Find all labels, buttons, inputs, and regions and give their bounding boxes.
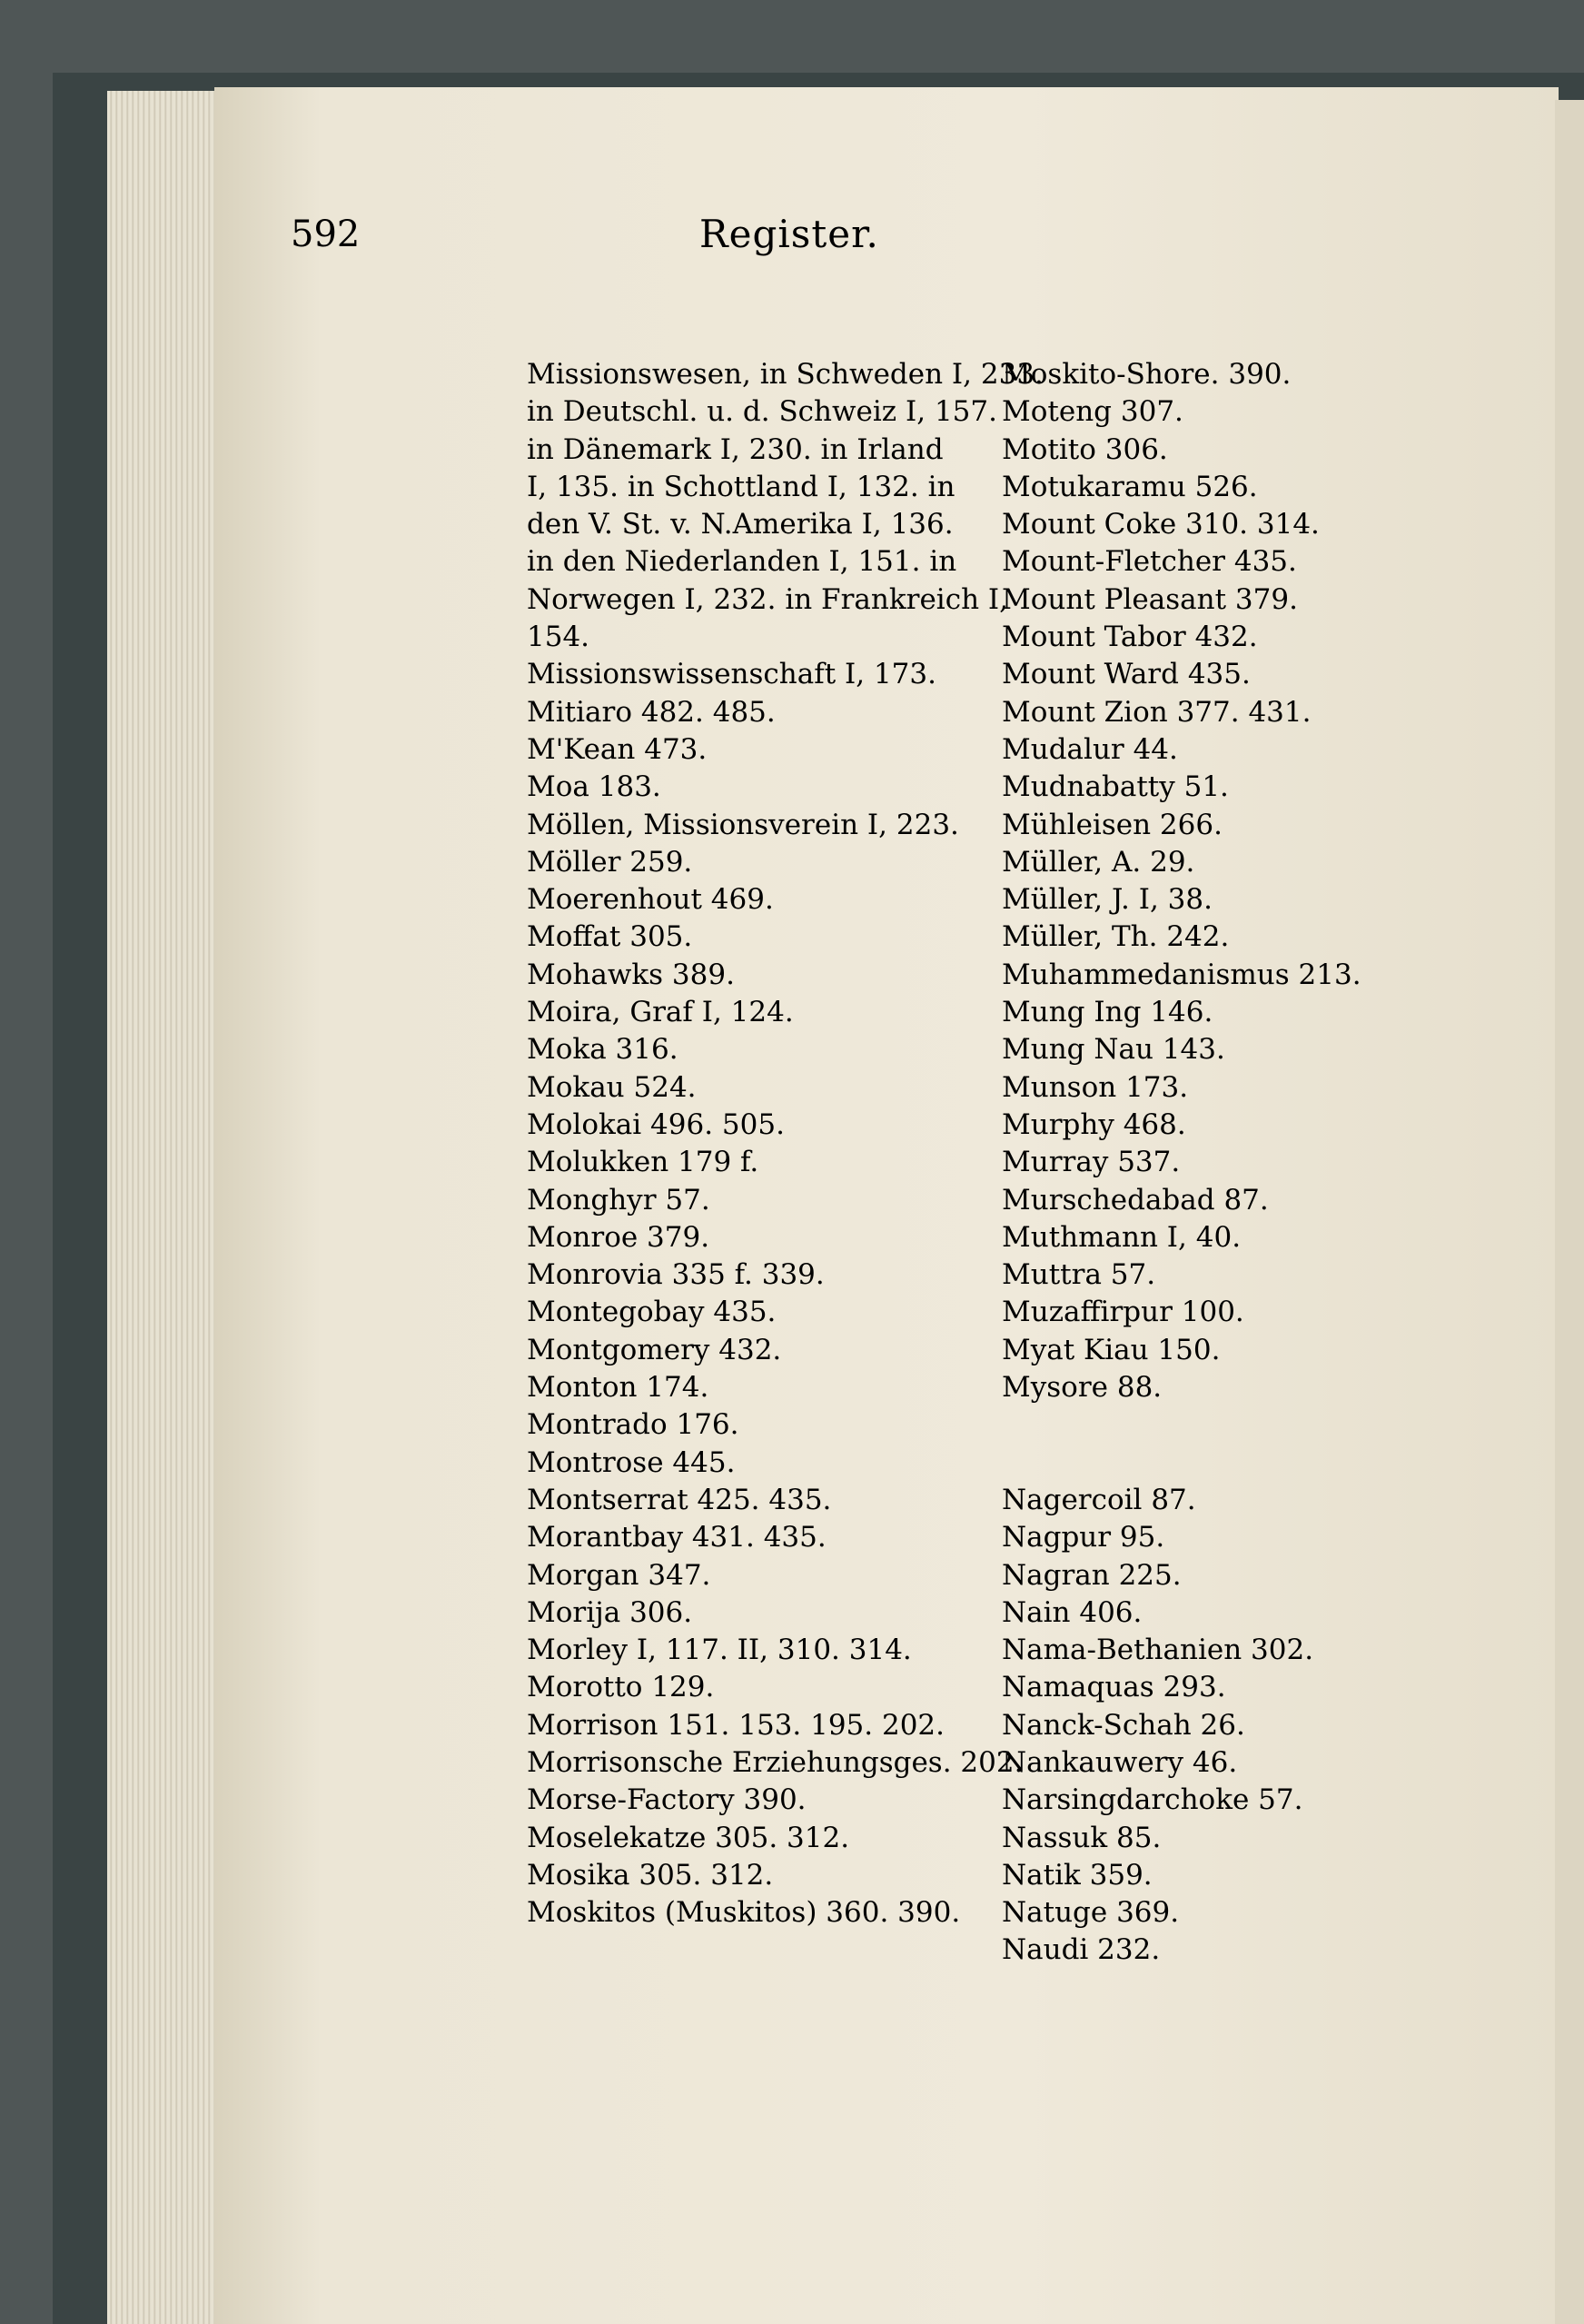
- index-entry: Molukken 179 f.: [527, 1146, 759, 1179]
- index-column-right: [1002, 356, 1361, 1970]
- index-entry: Muhammedanismus 213.: [1002, 958, 1361, 991]
- index-entry: Müller, Th. 242.: [1002, 920, 1230, 954]
- index-entry: Morija 306.: [527, 1595, 693, 1629]
- index-entry: Mysore 88.: [1002, 1371, 1163, 1405]
- index-entry: Muttra 57.: [1002, 1258, 1156, 1292]
- index-entry: Myat Kiau 150.: [1002, 1333, 1221, 1366]
- index-entry: Morrisonsche Erziehungsges. 202.: [527, 1745, 1024, 1779]
- index-entry: Mount Zion 377. 431.: [1002, 695, 1312, 729]
- index-entry: Nankauwery 46.: [1002, 1745, 1238, 1779]
- index-entry: Möller 259.: [527, 845, 693, 879]
- index-entry: Mung Nau 143.: [1002, 1033, 1225, 1067]
- index-entry: Natuge 369.: [1002, 1896, 1180, 1930]
- index-entry: Muzaffirpur 100.: [1002, 1296, 1244, 1329]
- index-entry: Motito 306.: [1002, 432, 1168, 466]
- index-entry: Moerenhout 469.: [527, 883, 774, 917]
- index-entry: Moa 183.: [527, 770, 661, 804]
- index-entry: Moira, Graf I, 124.: [527, 996, 794, 1029]
- index-entry: Mount Coke 310. 314.: [1002, 508, 1320, 541]
- index-entry: Montrose 445.: [527, 1445, 736, 1479]
- index-entry: Monton 174.: [527, 1371, 709, 1405]
- index-entry: Natik 359.: [1002, 1858, 1153, 1892]
- index-entry: Munson 173.: [1002, 1070, 1189, 1104]
- index-entry: Moffat 305.: [527, 920, 693, 954]
- index-entry: Mohawks 389.: [527, 958, 735, 991]
- index-entry: Müller, A. 29.: [1002, 845, 1195, 879]
- index-entry: Monroe 379.: [527, 1220, 710, 1254]
- index-entry: Morantbay 431. 435.: [527, 1521, 827, 1554]
- facing-page-edge: [1555, 100, 1584, 2324]
- index-entry: Mosika 305. 312.: [527, 1858, 774, 1892]
- index-entry: Moka 316.: [527, 1033, 678, 1067]
- index-entry: Monrovia 335 f. 339.: [527, 1258, 825, 1292]
- index-entry: Moteng 307.: [1002, 395, 1183, 429]
- page-edges: [107, 91, 225, 2324]
- index-entry: in Dänemark I, 230. in Irland: [527, 432, 944, 466]
- index-entry: Mount-Fletcher 435.: [1002, 545, 1297, 579]
- index-entry: Nama-Bethanien 302.: [1002, 1634, 1314, 1667]
- index-entry: Morotto 129.: [527, 1671, 715, 1704]
- index-entry: Nagercoil 87.: [1002, 1483, 1196, 1516]
- index-entry: Nanck-Schah 26.: [1002, 1708, 1245, 1742]
- index-entry: Montgomery 432.: [527, 1333, 782, 1366]
- index-entry: Mudnabatty 51.: [1002, 770, 1229, 804]
- index-entry: Motukaramu 526.: [1002, 470, 1258, 503]
- index-entry: Mount Ward 435.: [1002, 658, 1251, 691]
- index-entry: Namaquas 293.: [1002, 1671, 1226, 1704]
- page-header: [291, 209, 1054, 282]
- section-gap: [1002, 1406, 1329, 1482]
- index-entry: Murray 537.: [1002, 1146, 1181, 1179]
- index-entry: Moskitos (Muskitos) 360. 390.: [527, 1896, 961, 1930]
- index-entry: Molokai 496. 505.: [527, 1107, 785, 1141]
- index-entry: Mount Pleasant 379.: [1002, 582, 1298, 616]
- index-entry: Montserrat 425. 435.: [527, 1483, 832, 1516]
- index-entry: Naudi 232.: [1002, 1933, 1161, 1967]
- index-entry: M'Kean 473.: [527, 732, 708, 766]
- index-entry: Narsingdarchoke 57.: [1002, 1783, 1303, 1817]
- index-entry: Norwegen I, 232. in Frankreich I,: [527, 582, 1008, 616]
- index-column-left: [527, 356, 1044, 1932]
- index-entry: Möllen, Missionsverein I, 223.: [527, 808, 959, 841]
- index-entry: 154.: [527, 621, 590, 654]
- index-entry: Morse-Factory 390.: [527, 1783, 807, 1817]
- index-entry: Missionswesen, in Schweden I, 233.: [527, 358, 1044, 391]
- index-entry: Moskito-Shore. 390.: [1002, 358, 1292, 391]
- index-entry: Muthmann I, 40.: [1002, 1220, 1242, 1254]
- index-entry: Mokau 524.: [527, 1070, 697, 1104]
- index-entry: Moselekatze 305. 312.: [527, 1821, 850, 1854]
- index-entry: Montegobay 435.: [527, 1296, 777, 1329]
- index-entry: Morley I, 117. II, 310. 314.: [527, 1634, 912, 1667]
- index-entry: Nagran 225.: [1002, 1558, 1182, 1592]
- index-entry: Müller, J. I, 38.: [1002, 883, 1213, 917]
- index-entry: Montrado 176.: [527, 1408, 739, 1442]
- running-head: Register.: [699, 212, 879, 256]
- index-entry: Murschedabad 87.: [1002, 1183, 1269, 1217]
- index-entry: I, 135. in Schottland I, 132. in: [527, 470, 955, 503]
- index-entry: Mount Tabor 432.: [1002, 621, 1258, 654]
- index-entry: in Deutschl. u. d. Schweiz I, 157.: [527, 395, 997, 429]
- index-entry: Nain 406.: [1002, 1595, 1143, 1629]
- index-entry: Nassuk 85.: [1002, 1821, 1162, 1854]
- index-entry: Mitiaro 482. 485.: [527, 695, 776, 729]
- index-entry: den V. St. v. N.Amerika I, 136.: [527, 508, 954, 541]
- index-entry: Monghyr 57.: [527, 1183, 710, 1217]
- index-entry: Morgan 347.: [527, 1558, 711, 1592]
- index-entry: Mühleisen 266.: [1002, 808, 1223, 841]
- index-entry: Missionswissenschaft I, 173.: [527, 658, 936, 691]
- page-number: 592: [291, 214, 361, 255]
- index-entry: Nagpur 95.: [1002, 1521, 1165, 1554]
- index-entry: in den Niederlanden I, 151. in: [527, 545, 957, 579]
- index-entry: Murphy 468.: [1002, 1107, 1186, 1141]
- index-entry: Mung Ing 146.: [1002, 996, 1213, 1029]
- index-entry: Mudalur 44.: [1002, 732, 1178, 766]
- index-entry: Morrison 151. 153. 195. 202.: [527, 1708, 945, 1742]
